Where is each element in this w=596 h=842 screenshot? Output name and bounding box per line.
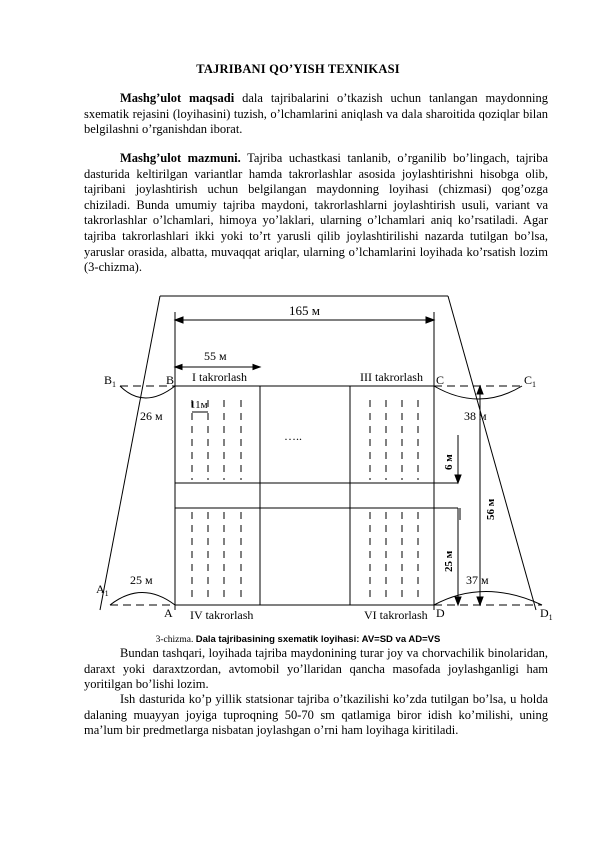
replication-IV-label: IV takrorlash xyxy=(190,608,254,622)
dim-56-label: 56 м xyxy=(485,498,497,520)
purpose-paragraph xyxy=(84,91,548,138)
content-text: Tajriba uchastkasi tanlanib, o’rganilib bo’lingach, tajriba dasturida keltirilgan variantlar hamda takrorlashlar asosida joylashtirishni hisobga olib, tajribani joylashtirish uchun belgilangan maydonning loyihasi (chizmasi) qog’ozga chiziladi. Bunda umumiy tajriba maydoni, takrorlashlarni joylashtirish usuli, variant va takrorlashlar o’lchamlari, himoya yo’laklari, ularning o’lchamlari aniq ko’rsatiladi. Agar tajriba takrorlashlari ikki yoki to’rt yarusli qilib joylashtirilishi nazarda tutilgan bo’lsa, yaruslar orasida, albatta, muvaqqat ariqlar, ularning o’lchamlarini loyihada ko’rsatish lozim (3-chizma). xyxy=(84,151,548,275)
point-B: B xyxy=(166,373,175,387)
dim-37-label: 37 м xyxy=(466,573,489,587)
location-text: Bundan tashqari, loyihada tajriba maydonining turar joy va chorvachilik binolaridan, daraxt yoki daraxtzordan, avtomobil yo’llaridan qancha masofada joylashganligi ham yoritilgan bo’lishi lozim. xyxy=(84,646,548,692)
point-D: D xyxy=(436,606,445,620)
dim-11-label: 11м xyxy=(190,399,208,411)
location-paragraph xyxy=(84,646,548,693)
dim-55-label: 55 м xyxy=(204,349,227,363)
dim-38-label: 38 м xyxy=(464,409,487,423)
point-A1: $A_1$ xyxy=(96,582,109,598)
field-layout-diagram xyxy=(84,280,554,630)
content-paragraph xyxy=(84,151,548,276)
content-lead: Mashg’ulot mazmuni. xyxy=(120,151,241,165)
stationary-paragraph xyxy=(84,692,548,739)
trapezoid-right xyxy=(448,296,536,610)
stationary-text: Ish dasturida ko’p yillik statsionar tajriba o’tkazilishi ko’zda tutilgan bo’lsa, u holda dalaning muayyan joyiga tuproqning 50-70 sm qatlamiga biror idish ko’milishi, uning ma’lum bir predmetlarga nisbatan joylashgan o’rni ham loyihaga kiritiladi. xyxy=(84,692,548,738)
page-title: TAJRIBANI QO’YISH TEXNIKASI xyxy=(196,62,400,76)
point-B1: $B_1$ xyxy=(104,373,117,389)
continuation-dots: ….. xyxy=(284,429,302,443)
caption-text: Dala tajribasining sxematik loyihasi: AV=SD va AD=VS xyxy=(195,634,441,645)
point-C: C xyxy=(436,373,445,387)
point-C1: $C_1$ xyxy=(524,373,537,389)
replication-III-label: III takrorlash xyxy=(360,370,423,384)
point-A: A xyxy=(164,606,173,620)
replication-I-label: I takrorlash xyxy=(192,370,247,384)
arc-26 xyxy=(120,386,175,398)
dim-6-label: 6 м xyxy=(443,454,455,470)
trapezoid-left xyxy=(100,296,160,610)
dim-165-label: 165 м xyxy=(289,303,320,318)
figure-caption xyxy=(0,634,596,645)
purpose-lead: Mashg’ulot maqsadi xyxy=(120,91,235,105)
dim-25v-label: 25 м xyxy=(443,550,455,572)
dim-25-label: 25 м xyxy=(130,573,153,587)
point-D1: $D_1$ xyxy=(540,606,553,622)
dim-26-label: 26 м xyxy=(140,409,163,423)
caption-number: 3-chizma. xyxy=(155,635,194,645)
diagram-svg xyxy=(84,280,554,630)
purpose-text: dala tajribalarini o’tkazish uchun tanlangan maydonning sxematik rejasini (loyihasini) tuzish, o’lchamlarini aniqlash va dala sharoitida qoziqlar bilan belgilashni o’rganishdan iborat. xyxy=(84,91,548,137)
arc-25 xyxy=(110,593,175,606)
arc-37 xyxy=(434,592,542,606)
replication-VI-label: VI takrorlash xyxy=(364,608,428,622)
